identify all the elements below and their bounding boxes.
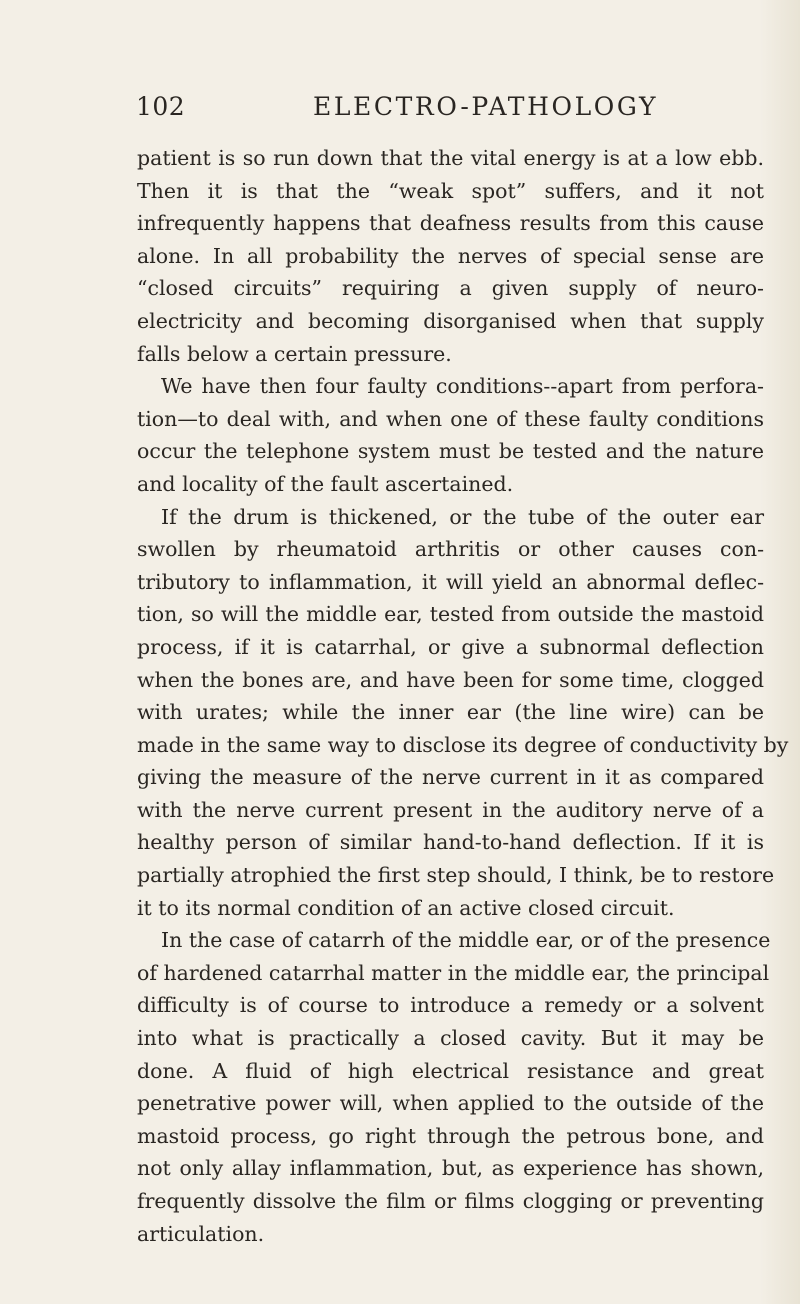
text-line: and locality of the fault ascertained. [137, 471, 514, 496]
paragraph [137, 924, 771, 1250]
body-text [137, 142, 789, 1250]
text-line: “closed circuits” requiring a given supply of neuro- [137, 276, 764, 301]
text-line: partially atrophied the first step should, I think, be to restore [137, 863, 775, 888]
text-line: Then it is that the “weak spot” suffers, and it not [137, 178, 764, 203]
text-line: made in the same way to disclose its degree of conductivity by [137, 732, 789, 757]
text-line: tion—to deal with, and when one of these faulty conditions [137, 406, 764, 431]
text-line: process, if it is catarrhal, or give a subnormal deflection [137, 634, 764, 659]
text-line: electricity and becoming disorganised when that supply [137, 308, 764, 333]
text-line: healthy person of similar hand-to-hand deflection. If it is [137, 830, 764, 855]
text-line: falls below a certain pressure. [137, 341, 452, 366]
text-line: frequently dissolve the film or films clogging or preventing [137, 1189, 764, 1213]
paragraph [137, 370, 764, 500]
text-line: giving the measure of the nerve current in it as compared [137, 765, 764, 790]
page-number: 102 [136, 92, 186, 121]
text-line: swollen by rheumatoid arthritis or other causes con- [137, 537, 764, 562]
page-header [0, 92, 800, 132]
text-line: tion, so will the middle ear, tested from outside the mastoid [137, 602, 764, 627]
text-line: occur the telephone system must be tested and the nature [137, 439, 764, 464]
text-line: with urates; while the inner ear (the line wire) can be [137, 700, 764, 725]
text-line: In the case of catarrh of the middle ear, or of the presence [161, 928, 771, 953]
text-line: of hardened catarrhal matter in the middle ear, the principal [137, 960, 770, 985]
text-line: patient is so run down that the vital energy is at a low ebb. [137, 146, 764, 170]
text-line: when the bones are, and have been for some time, clogged [137, 667, 764, 692]
running-head: ELECTRO-PATHOLOGY [313, 92, 659, 121]
text-line: it to its normal condition of an active closed circuit. [137, 895, 675, 920]
text-line: tributory to inflammation, it will yield an abnormal deflec- [137, 569, 764, 594]
text-line: mastoid process, go right through the petrous bone, and [137, 1123, 764, 1148]
text-line: We have then four faulty conditions--apart from perfora- [161, 374, 764, 399]
text-line: into what is practically a closed cavity. But it may be [137, 1026, 764, 1051]
text-line: with the nerve current present in the auditory nerve of a [137, 797, 764, 822]
text-line: not only allay inflammation, but, as experience has shown, [137, 1156, 764, 1181]
paragraph [137, 142, 764, 370]
paragraph [137, 501, 789, 925]
text-line: infrequently happens that deafness results from this cause [137, 211, 764, 236]
text-line: difficulty is of course to introduce a remedy or a solvent [137, 993, 764, 1018]
text-line: If the drum is thickened, or the tube of the outer ear [161, 504, 764, 529]
text-line: done. A fluid of high electrical resistance and great [137, 1058, 764, 1083]
text-line: articulation. [137, 1221, 265, 1246]
text-line: alone. In all probability the nerves of special sense are [137, 243, 764, 268]
text-line: penetrative power will, when applied to the outside of the [137, 1091, 764, 1116]
